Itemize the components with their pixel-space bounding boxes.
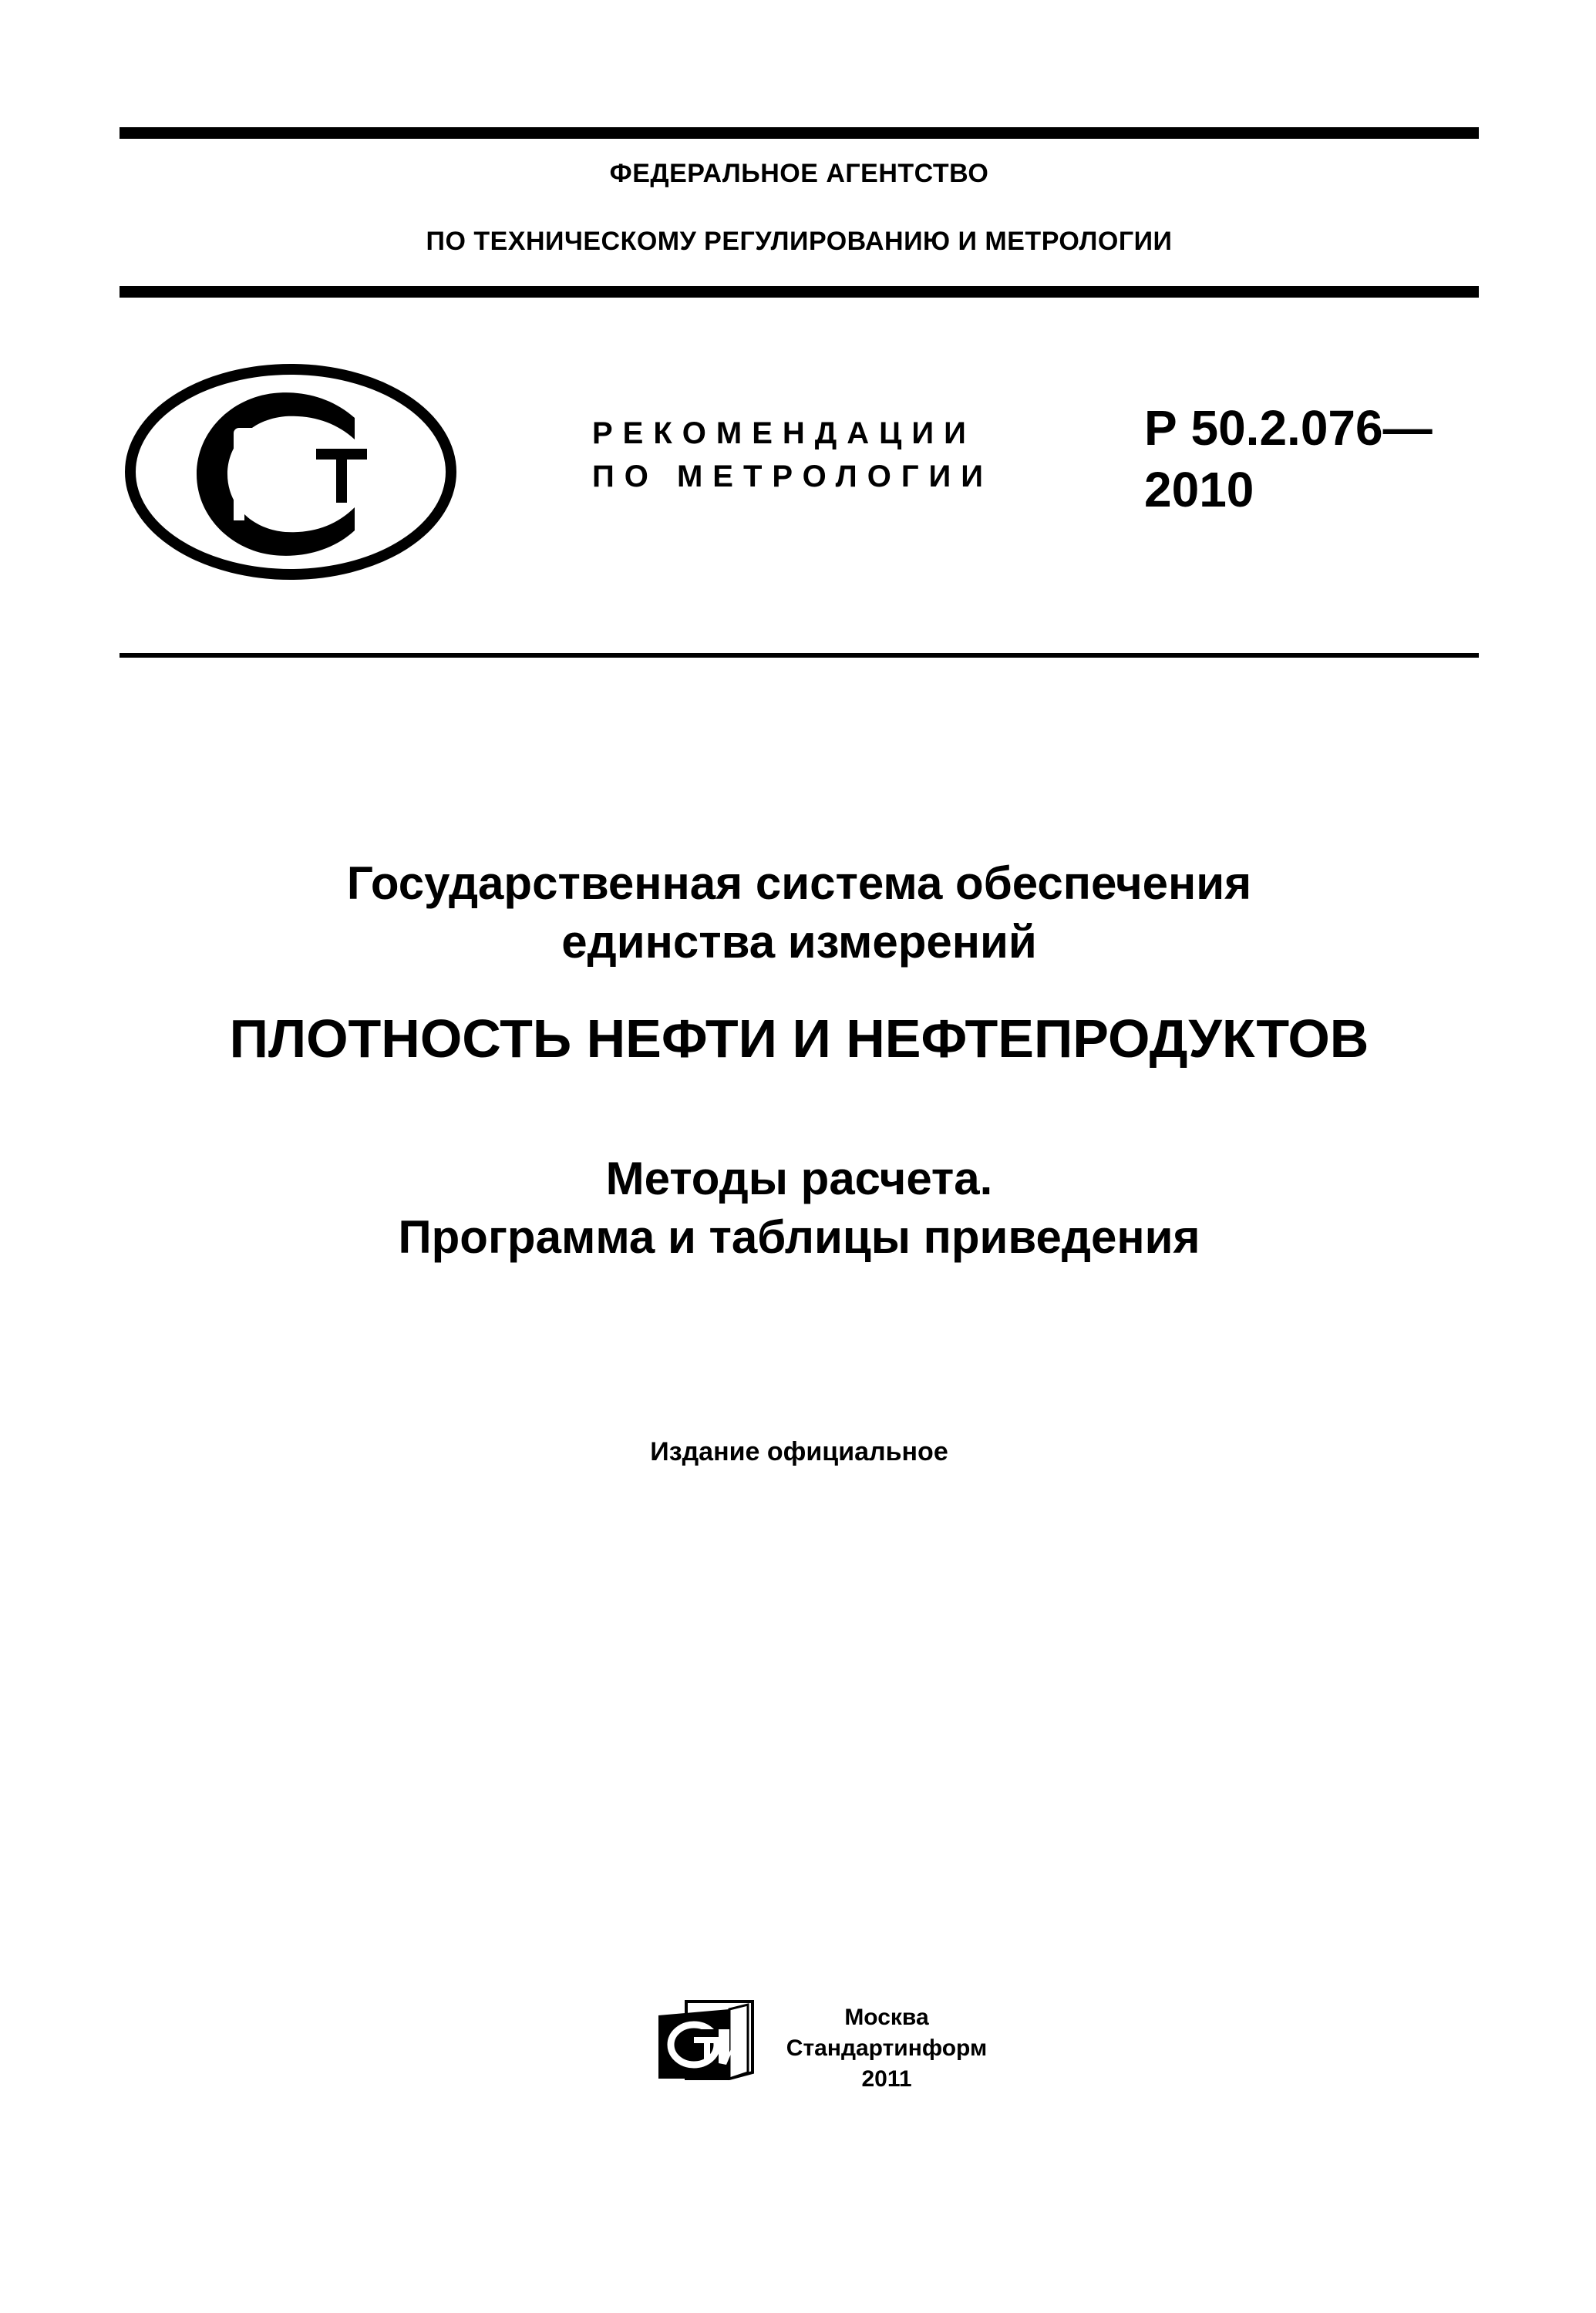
- document-year: 2010: [1144, 462, 1254, 517]
- document-type-line1: РЕКОМЕНДАЦИИ: [592, 416, 976, 450]
- document-number: Р 50.2.076—: [1144, 400, 1433, 456]
- document-type: [592, 412, 993, 498]
- subtitle: [120, 1150, 1479, 1267]
- designation-rule: [120, 653, 1479, 658]
- document-designation: [1144, 397, 1433, 520]
- document-type-line2: ПО МЕТРОЛОГИИ: [592, 460, 994, 493]
- publication-year: 2011: [861, 2066, 912, 2092]
- agency-name-line2: ПО ТЕХНИЧЕСКОМУ РЕГУЛИРОВАНИЮ И МЕТРОЛОГИИ: [426, 227, 1173, 256]
- rst-mark-icon: [123, 362, 459, 582]
- header-rule: [120, 286, 1479, 298]
- system-title-line2: единства измерений: [561, 916, 1037, 968]
- main-title: ПЛОТНОСТЬ НЕФТИ И НЕФТЕПРОДУКТОВ: [229, 1008, 1369, 1069]
- system-title: [120, 854, 1479, 971]
- publisher-block: [771, 2002, 1002, 2095]
- publisher-city: Москва: [844, 2005, 929, 2030]
- subtitle-line2: Программа и таблицы приведения: [398, 1211, 1200, 1263]
- top-rule: [120, 127, 1479, 139]
- system-title-line1: Государственная система обеспечения: [346, 857, 1252, 909]
- agency-name-line1: ФЕДЕРАЛЬНОЕ АГЕНТСТВО: [609, 159, 989, 188]
- edition-note: Издание официальное: [650, 1437, 948, 1466]
- publisher-name: Стандартинформ: [786, 2035, 988, 2061]
- subtitle-line1: Методы расчета.: [605, 1153, 993, 1204]
- standartinform-logo-icon: [655, 1998, 756, 2082]
